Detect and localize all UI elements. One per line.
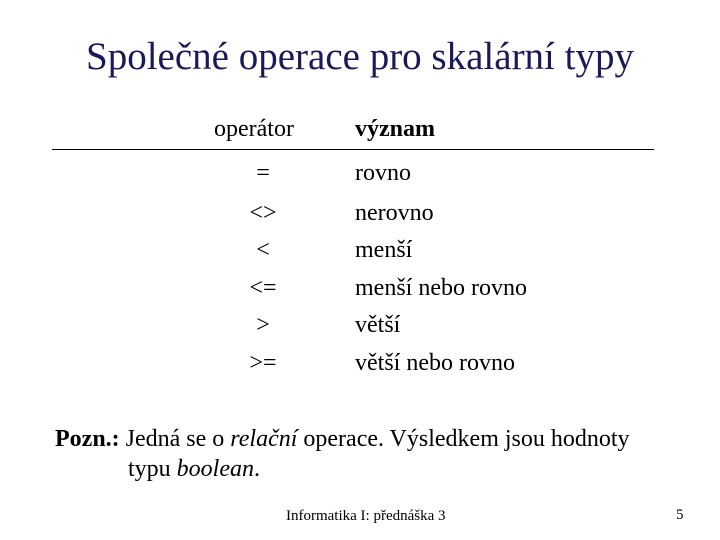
note-line-1 bbox=[55, 424, 630, 454]
table-row bbox=[0, 275, 720, 305]
meaning-cell: větší bbox=[355, 312, 401, 338]
note-line2-italic: boolean bbox=[176, 456, 254, 482]
operator-cell: > bbox=[256, 312, 270, 338]
note-italic-word: relační bbox=[230, 426, 298, 452]
operator-cell: = bbox=[256, 160, 270, 186]
table-row bbox=[0, 350, 720, 380]
meaning-cell: rovno bbox=[355, 160, 411, 186]
meaning-cell: větší nebo rovno bbox=[355, 350, 515, 376]
note-line2-after: . bbox=[254, 456, 260, 482]
meaning-cell: menší bbox=[355, 237, 413, 263]
page-number: 5 bbox=[676, 507, 684, 523]
table-row bbox=[0, 200, 720, 230]
table-row bbox=[0, 160, 720, 190]
table-row bbox=[0, 312, 720, 342]
operator-cell: >= bbox=[249, 350, 277, 376]
note bbox=[55, 424, 630, 482]
note-line2-before: typu bbox=[128, 456, 171, 482]
header-divider bbox=[52, 149, 654, 150]
table-row bbox=[0, 237, 720, 267]
operator-cell: <= bbox=[249, 275, 277, 301]
note-line-2 bbox=[128, 454, 260, 484]
footer-text: Informatika I: přednáška 3 bbox=[286, 508, 446, 524]
column-header-operator: operátor bbox=[214, 116, 294, 142]
note-text-after: operace. Výsledkem jsou hodnoty bbox=[303, 426, 630, 452]
meaning-cell: nerovno bbox=[355, 200, 434, 226]
note-text-before: Jedná se o bbox=[125, 426, 225, 452]
operator-cell: <> bbox=[249, 200, 277, 226]
operator-cell: < bbox=[256, 237, 270, 263]
column-header-meaning: význam bbox=[355, 116, 435, 142]
slide-title: Společné operace pro skalární typy bbox=[86, 35, 634, 78]
note-label: Pozn.: bbox=[55, 426, 120, 452]
meaning-cell: menší nebo rovno bbox=[355, 275, 527, 301]
